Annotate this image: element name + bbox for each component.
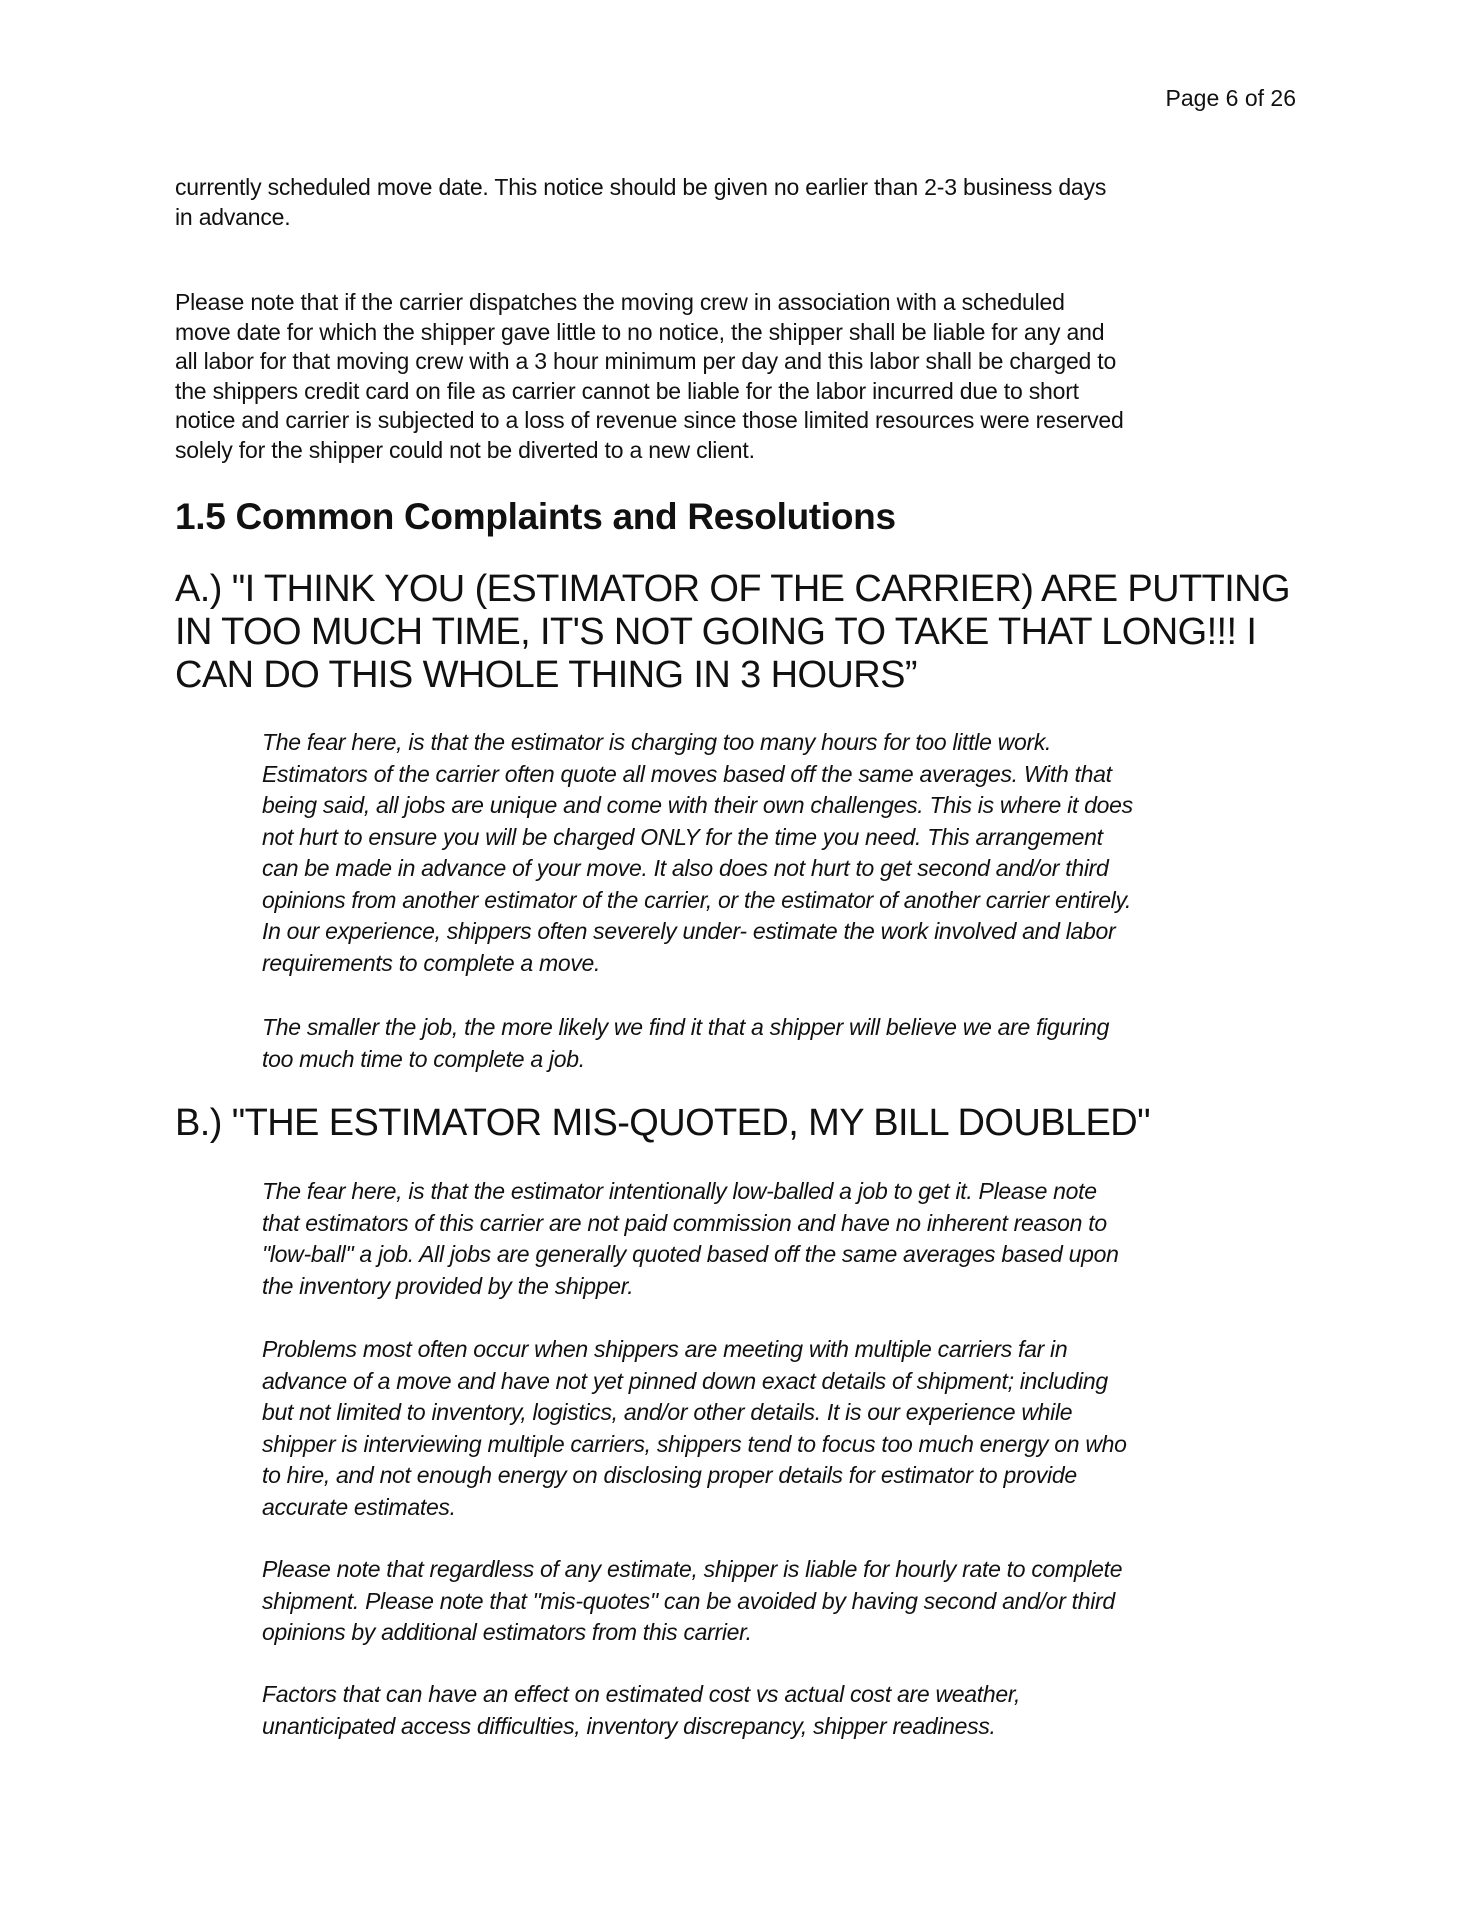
text-line: being said, all jobs are unique and come with their own challenges. This is where it does [262,792,1133,818]
text-line: the inventory provided by the shipper. [262,1272,634,1299]
text-line: The fear here, is that the estimator is charging too many hours for too little work. [262,729,1052,755]
text-line: in advance. [175,203,291,230]
complaint-a-heading [175,568,1290,697]
text-line: but not limited to inventory, logistics, and/or other details. It is our experience while [262,1399,1073,1425]
text-line: In our experience, shippers often severely under- estimate the work involved and labor [262,918,1116,944]
text-line: shipment. Please note that "mis-quotes" can be avoided by having second and/or third [262,1587,1115,1614]
text-line: "low-ball" a job. All jobs are generally quoted based off the same averages based upon [262,1241,1119,1267]
text-line: that estimators of this carrier are not paid commission and have no inherent reason to [262,1209,1107,1236]
text-line: shipper is interviewing multiple carriers, shippers tend to focus too much energy on who [262,1430,1127,1457]
text-line: currently scheduled move date. This notice should be given no earlier than 2-3 business days [175,174,1107,200]
text-line: CAN DO THIS WHOLE THING IN 3 HOURS” [175,654,917,696]
complaint-b-heading [175,1102,1150,1145]
text-line: A.) "I THINK YOU (ESTIMATOR OF THE CARRIER) ARE PUTTING [175,568,1290,610]
text-line: The fear here, is that the estimator intentionally low-balled a job to get it. Please note [262,1178,1097,1204]
text-line: all labor for that moving crew with a 3 hour minimum per day and this labor shall be charged to [175,348,1117,374]
section-heading [175,495,896,539]
paragraph-short-notice-liability [175,288,1124,465]
text-line: not hurt to ensure you will be charged ONLY for the time you need. This arrangement [262,823,1103,850]
text-line: unanticipated access difficulties, inventory discrepancy, shipper readiness. [262,1712,996,1739]
text-line: Factors that can have an effect on estimated cost vs actual cost are weather, [262,1681,1021,1707]
text-line: opinions by additional estimators from this carrier. [262,1619,752,1645]
text-line: opinions from another estimator of the carrier, or the estimator of another carrier entirely. [262,886,1132,913]
text-line: move date for which the shipper gave little to no notice, the shipper shall be liable for any and [175,318,1105,345]
complaint-b-paragraph-2 [262,1334,1127,1523]
text-line: too much time to complete a job. [262,1045,585,1072]
text-line: notice and carrier is subjected to a loss of revenue since those limited resources were reserved [175,407,1124,433]
text-line: to hire, and not enough energy on disclosing proper details for estimator to provide [262,1462,1077,1488]
text-line: Problems most often occur when shippers are meeting with multiple carriers far in [262,1336,1068,1362]
text-line: Estimators of the carrier often quote all moves based off the same averages. With that [262,760,1112,787]
text-line: solely for the shipper could not be diverted to a new client. [175,436,755,463]
complaint-b-paragraph-3 [262,1554,1122,1649]
text-line: IN TOO MUCH TIME, IT'S NOT GOING TO TAKE THAT LONG!!! I [175,611,1257,653]
text-line: accurate estimates. [262,1493,456,1520]
text-line: The smaller the job, the more likely we find it that a shipper will believe we are figuring [262,1014,1110,1040]
paragraph-notice-continued [175,173,1106,232]
text-line: Please note that if the carrier dispatches the moving crew in association with a scheduled [175,289,1065,315]
text-line: advance of a move and have not yet pinned down exact details of shipment; including [262,1367,1108,1394]
complaint-b-paragraph-1 [262,1176,1119,1302]
text-line: can be made in advance of your move. It also does not hurt to get second and/or third [262,855,1109,881]
complaint-b-paragraph-4 [262,1679,1020,1742]
text-line: requirements to complete a move. [262,949,601,976]
text-line: B.) "THE ESTIMATOR MIS-QUOTED, MY BILL DOUBLED" [175,1102,1150,1144]
complaint-a-paragraph-2 [262,1012,1109,1075]
text-line: 1.5 Common Complaints and Resolutions [175,496,896,537]
complaint-a-paragraph-1 [262,727,1133,979]
page-number: Page 6 of 26 [1165,85,1296,111]
text-line: the shippers credit card on file as carrier cannot be liable for the labor incurred due to short [175,377,1079,404]
text-line: Please note that regardless of any estimate, shipper is liable for hourly rate to complete [262,1556,1123,1582]
